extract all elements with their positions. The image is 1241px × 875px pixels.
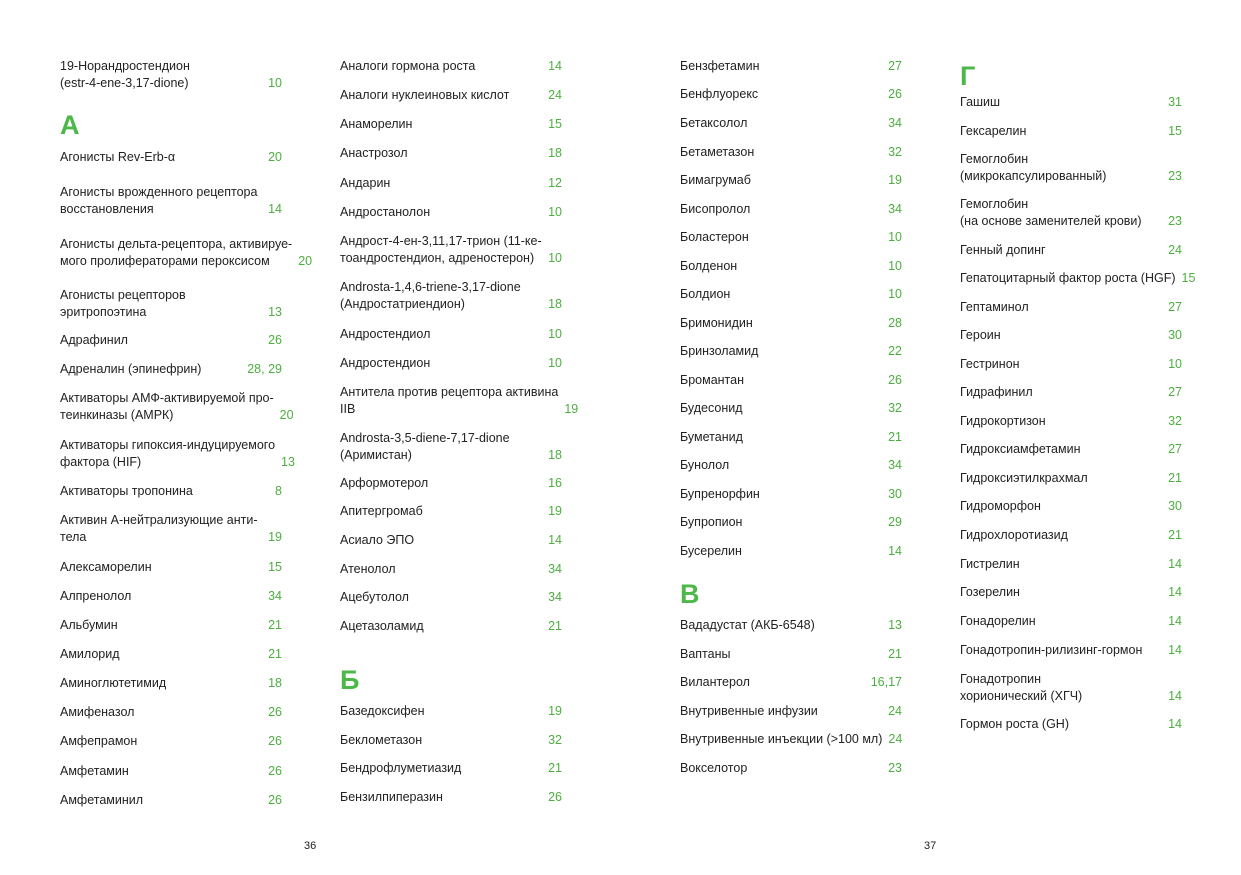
entry-term: Активаторы гипоксия-индуцируемого фактора (HIF) xyxy=(60,438,276,469)
index-entry xyxy=(60,483,282,500)
entry-term: Адрафинил xyxy=(60,333,128,347)
entry-page-ref: 27 xyxy=(1168,442,1182,456)
entry-term: Внутривенные инъекции (>100 мл) xyxy=(680,732,883,746)
entry-term: Бимагрумаб xyxy=(680,173,751,187)
entry-term: Androsta-3,5-diene-7,17-dione (Аримистан) xyxy=(340,431,510,462)
entry-term: Вилантерол xyxy=(680,675,750,689)
entry-page-ref: 13 xyxy=(281,455,295,469)
entry-page-ref: 34 xyxy=(888,116,902,130)
entry-term: Внутривенные инфузии xyxy=(680,704,818,718)
entry-page-ref: 10 xyxy=(888,287,902,301)
entry-term: Гидроксиамфетамин xyxy=(960,442,1081,456)
entry-page-ref: 24 xyxy=(548,88,562,102)
index-entry xyxy=(340,618,562,635)
entry-page-ref: 10 xyxy=(548,251,562,265)
index-entry xyxy=(60,361,282,378)
entry-page-ref: 10 xyxy=(548,356,562,370)
index-entry xyxy=(340,58,562,75)
entry-page-ref: 14 xyxy=(1168,689,1182,703)
index-entry xyxy=(340,175,562,192)
entry-term: Антитела против рецептора активина IIB xyxy=(340,385,559,416)
entry-page-ref: 21 xyxy=(1168,528,1182,542)
entry-term: Бетаксолол xyxy=(680,116,748,130)
section-letter-heading: Б xyxy=(340,665,360,695)
index-entry xyxy=(60,675,282,692)
index-entry xyxy=(680,617,902,634)
index-entry xyxy=(60,792,282,809)
entry-term: Боластерон xyxy=(680,230,749,244)
entry-term: Атенолол xyxy=(340,562,396,576)
entry-term: Бензфетамин xyxy=(680,59,760,73)
index-entry xyxy=(680,372,902,389)
entry-term: Амфепрамон xyxy=(60,734,138,748)
entry-term: Аналоги гормона роста xyxy=(340,59,476,73)
entry-page-ref: 23 xyxy=(1168,169,1182,183)
index-entry xyxy=(340,532,562,549)
entry-page-ref: 14 xyxy=(1168,643,1182,657)
entry-term: Асиало ЭПО xyxy=(340,533,415,547)
entry-term: Беклометазон xyxy=(340,733,423,747)
index-entry xyxy=(340,475,562,492)
index-entry xyxy=(680,457,902,474)
index-entry xyxy=(60,733,282,750)
index-entry xyxy=(960,196,1182,230)
entry-term: Гормон роста (GH) xyxy=(960,717,1069,731)
index-entry xyxy=(60,149,282,166)
entry-term: Андрост-4-ен-3,11,17-трион (11-ке- тоандростендион, адреностерон) xyxy=(340,234,542,265)
index-entry xyxy=(680,144,902,161)
entry-term: Гистрелин xyxy=(960,557,1020,571)
entry-term: Апитергромаб xyxy=(340,504,423,518)
index-entry xyxy=(960,671,1182,705)
entry-term: Аналоги нуклеиновых кислот xyxy=(340,88,510,102)
index-entry xyxy=(680,343,902,360)
entry-page-ref: 18 xyxy=(548,297,562,311)
index-entry xyxy=(680,731,902,748)
entry-page-ref: 26 xyxy=(268,333,282,347)
entry-page-ref: 14 xyxy=(1168,614,1182,628)
entry-page-ref: 14 xyxy=(1168,585,1182,599)
index-entry xyxy=(340,503,562,520)
entry-page-ref: 34 xyxy=(268,589,282,603)
index-entry xyxy=(340,760,562,777)
entry-term: Гидрохлоротиазид xyxy=(960,528,1068,542)
entry-term: Гидрафинил xyxy=(960,385,1033,399)
entry-term: Алексаморелин xyxy=(60,560,152,574)
entry-term: Андростанолон xyxy=(340,205,431,219)
index-entry xyxy=(60,588,282,605)
entry-term: Амфетаминил xyxy=(60,793,144,807)
entry-page-ref: 19 xyxy=(888,173,902,187)
index-entry xyxy=(60,332,282,349)
entry-term: Гонадорелин xyxy=(960,614,1036,628)
entry-page-ref: 20 xyxy=(298,254,313,268)
entry-term: Амфетамин xyxy=(60,764,129,778)
entry-page-ref: 10 xyxy=(888,230,902,244)
index-entry xyxy=(60,287,282,321)
entry-page-ref: 24 xyxy=(1168,243,1182,257)
entry-page-ref: 16 xyxy=(548,476,562,490)
entry-term: Ваптаны xyxy=(680,647,731,661)
index-entry xyxy=(340,789,562,806)
entry-term: Гидроморфон xyxy=(960,499,1041,513)
entry-term: Ацебутолол xyxy=(340,590,409,604)
entry-page-ref: 26 xyxy=(268,734,282,748)
index-entry xyxy=(340,561,562,578)
index-entry xyxy=(680,315,902,332)
entry-page-ref: 10 xyxy=(888,259,902,273)
entry-page-ref: 23 xyxy=(888,761,902,775)
index-entry xyxy=(960,498,1182,515)
entry-page-ref: 20 xyxy=(268,150,282,164)
entry-term: Бетаметазон xyxy=(680,145,755,159)
entry-term: Андростендиол xyxy=(340,327,431,341)
entry-term: Альбумин xyxy=(60,618,118,632)
entry-page-ref: 19 xyxy=(268,530,282,544)
entry-page-ref: 19 xyxy=(564,402,579,416)
entry-page-ref: 13 xyxy=(268,305,282,319)
index-entry xyxy=(340,384,578,418)
section-letter-heading: Г xyxy=(960,61,976,91)
page-number-right: 37 xyxy=(924,840,937,852)
entry-term: Агонисты рецепторов эритропоэтина xyxy=(60,288,186,319)
index-entry xyxy=(340,326,562,343)
index-entry xyxy=(60,646,282,663)
entry-term: Базедоксифен xyxy=(340,704,425,718)
index-entry xyxy=(60,617,282,634)
entry-page-ref: 13 xyxy=(888,618,902,632)
entry-page-ref: 16,17 xyxy=(870,675,902,689)
entry-page-ref: 14 xyxy=(1168,557,1182,571)
index-entry xyxy=(960,613,1182,630)
index-entry xyxy=(680,646,902,663)
index-entry xyxy=(960,94,1182,111)
entry-page-ref: 30 xyxy=(1168,328,1182,342)
entry-term: Болдион xyxy=(680,287,731,301)
entry-page-ref: 32 xyxy=(888,145,902,159)
entry-page-ref: 20 xyxy=(279,408,294,422)
index-entry xyxy=(960,642,1182,659)
index-entry xyxy=(680,172,902,189)
index-entry xyxy=(960,527,1182,544)
entry-page-ref: 34 xyxy=(548,562,562,576)
entry-page-ref: 12 xyxy=(548,176,562,190)
page-number-left: 36 xyxy=(304,840,317,852)
entry-page-ref: 24 xyxy=(888,704,902,718)
index-entry xyxy=(60,559,282,576)
entry-term: Арформотерол xyxy=(340,476,429,490)
index-entry xyxy=(680,201,902,218)
entry-term: Гестринон xyxy=(960,357,1020,371)
index-entry xyxy=(680,543,902,560)
entry-term: Андарин xyxy=(340,176,391,190)
entry-term: Гептаминол xyxy=(960,300,1029,314)
entry-page-ref: 14 xyxy=(548,59,562,73)
entry-term: Вададустат (АКБ-6548) xyxy=(680,618,815,632)
index-entry xyxy=(340,430,562,464)
entry-page-ref: 21 xyxy=(1168,471,1182,485)
index-entry xyxy=(340,116,562,133)
entry-page-ref: 10 xyxy=(548,205,562,219)
entry-term: Бензилпиперазин xyxy=(340,790,443,804)
entry-term: Алпренолол xyxy=(60,589,132,603)
entry-term: Гидроксиэтилкрахмал xyxy=(960,471,1088,485)
entry-page-ref: 10 xyxy=(548,327,562,341)
entry-page-ref: 14 xyxy=(548,533,562,547)
index-entry xyxy=(60,704,282,721)
entry-page-ref: 14 xyxy=(888,544,902,558)
index-entry xyxy=(680,674,902,691)
index-entry xyxy=(680,229,902,246)
entry-term: Активаторы тропонина xyxy=(60,484,193,498)
entry-page-ref: 34 xyxy=(548,590,562,604)
index-entry xyxy=(340,204,562,221)
entry-term: Гепатоцитарный фактор роста (HGF) xyxy=(960,271,1176,285)
entry-term: Androsta-1,4,6-triene-3,17-dione (Андростатриендион) xyxy=(340,280,521,311)
entry-term: Болденон xyxy=(680,259,738,273)
entry-page-ref: 31 xyxy=(1168,95,1182,109)
entry-page-ref: 26 xyxy=(888,87,902,101)
entry-page-ref: 34 xyxy=(888,202,902,216)
entry-term: Гашиш xyxy=(960,95,1001,109)
entry-term: Бисопролол xyxy=(680,202,751,216)
entry-term: Бринзоламид xyxy=(680,344,759,358)
entry-page-ref: 23 xyxy=(1168,214,1182,228)
index-entry xyxy=(680,86,902,103)
index-entry xyxy=(960,123,1182,140)
entry-page-ref: 15 xyxy=(1168,124,1182,138)
entry-page-ref: 15 xyxy=(548,117,562,131)
entry-term: 19-Норандростендион (estr-4-ene-3,17-dione) xyxy=(60,59,190,90)
index-entry xyxy=(960,151,1182,185)
entry-term: Амифеназол xyxy=(60,705,135,719)
entry-term: Гемоглобин (микрокапсулированный) xyxy=(960,152,1107,183)
entry-page-ref: 10 xyxy=(1168,357,1182,371)
entry-term: Агонисты Rev-Erb-α xyxy=(60,150,176,164)
index-entry xyxy=(960,242,1182,259)
index-entry xyxy=(680,258,902,275)
entry-page-ref: 29 xyxy=(888,515,902,529)
index-entry xyxy=(60,236,312,270)
index-entry xyxy=(60,763,282,780)
index-entry xyxy=(680,286,902,303)
entry-term: Гексарелин xyxy=(960,124,1027,138)
index-entry xyxy=(60,58,282,92)
entry-term: Агонисты врожденного рецептора восстановления xyxy=(60,185,258,216)
index-entry xyxy=(960,470,1182,487)
entry-page-ref: 30 xyxy=(888,487,902,501)
index-entry xyxy=(340,233,562,267)
entry-term: Бримонидин xyxy=(680,316,753,330)
entry-term: Гемоглобин (на основе заменителей крови) xyxy=(960,197,1142,228)
entry-term: Бендрофлуметиазид xyxy=(340,761,462,775)
entry-page-ref: 15 xyxy=(1181,271,1196,285)
entry-term: Агонисты дельта-рецептора, активируе- мого пролифераторами пероксисом xyxy=(60,237,293,268)
entry-page-ref: 8 xyxy=(275,484,282,498)
entry-term: Генный допинг xyxy=(960,243,1046,257)
entry-page-ref: 30 xyxy=(1168,499,1182,513)
entry-term: Бромантан xyxy=(680,373,744,387)
entry-term: Бунолол xyxy=(680,458,730,472)
entry-page-ref: 22 xyxy=(888,344,902,358)
entry-page-ref: 32 xyxy=(1168,414,1182,428)
index-entry xyxy=(960,556,1182,573)
index-entry xyxy=(680,429,902,446)
entry-page-ref: 21 xyxy=(268,618,282,632)
entry-page-ref: 14 xyxy=(268,202,282,216)
index-entry xyxy=(960,327,1182,344)
entry-term: Будесонид xyxy=(680,401,743,415)
index-entry xyxy=(340,732,562,749)
entry-page-ref: 21 xyxy=(888,430,902,444)
entry-term: Активин А-нейтрализующие анти- тела xyxy=(60,513,258,544)
index-entry xyxy=(340,145,562,162)
entry-term: Анастрозол xyxy=(340,146,408,160)
index-entry xyxy=(60,390,294,424)
entry-term: Аминоглютетимид xyxy=(60,676,167,690)
index-entry xyxy=(960,384,1182,401)
index-entry xyxy=(340,87,562,104)
index-entry xyxy=(960,299,1182,316)
index-entry xyxy=(960,584,1182,601)
entry-term: Андростендион xyxy=(340,356,431,370)
index-entry xyxy=(680,760,902,777)
index-entry xyxy=(340,279,562,313)
entry-page-ref: 27 xyxy=(1168,300,1182,314)
section-letter-heading: В xyxy=(680,579,700,609)
entry-page-ref: 26 xyxy=(548,790,562,804)
entry-page-ref: 21 xyxy=(888,647,902,661)
entry-page-ref: 18 xyxy=(268,676,282,690)
entry-page-ref: 21 xyxy=(548,761,562,775)
entry-term: Амилорид xyxy=(60,647,120,661)
entry-page-ref: 21 xyxy=(268,647,282,661)
index-entry xyxy=(340,355,562,372)
index-entry xyxy=(680,486,902,503)
entry-page-ref: 27 xyxy=(1168,385,1182,399)
index-entry xyxy=(340,589,562,606)
entry-page-ref: 32 xyxy=(888,401,902,415)
entry-term: Ацетазоламид xyxy=(340,619,424,633)
entry-term: Буметанид xyxy=(680,430,743,444)
entry-term: Бенфлуорекс xyxy=(680,87,759,101)
index-entry xyxy=(960,413,1182,430)
entry-term: Вокселотор xyxy=(680,761,748,775)
entry-term: Гонадотропин хорионический (ХГЧ) xyxy=(960,672,1083,703)
index-entry xyxy=(60,512,282,546)
entry-term: Активаторы АМФ-активируемой про- теинкиназы (АМРК) xyxy=(60,391,274,422)
entry-term: Гозерелин xyxy=(960,585,1020,599)
index-entry xyxy=(960,716,1182,733)
entry-page-ref: 27 xyxy=(888,59,902,73)
entry-page-ref: 10 xyxy=(268,76,282,90)
entry-page-ref: 28 xyxy=(888,316,902,330)
entry-page-ref: 21 xyxy=(548,619,562,633)
index-entry xyxy=(960,356,1182,373)
entry-page-ref: 14 xyxy=(1168,717,1182,731)
index-entry xyxy=(680,400,902,417)
index-entry xyxy=(960,441,1182,458)
entry-page-ref: 26 xyxy=(888,373,902,387)
entry-page-ref: 26 xyxy=(268,793,282,807)
entry-page-ref: 24 xyxy=(888,732,903,746)
index-entry xyxy=(60,437,295,471)
index-entry xyxy=(340,703,562,720)
index-entry xyxy=(960,270,1195,287)
entry-term: Гидрокортизон xyxy=(960,414,1046,428)
entry-term: Адреналин (эпинефрин) xyxy=(60,362,202,376)
index-entry xyxy=(680,58,902,75)
entry-page-ref: 15 xyxy=(268,560,282,574)
index-entry xyxy=(680,115,902,132)
entry-term: Героин xyxy=(960,328,1001,342)
entry-page-ref: 26 xyxy=(268,764,282,778)
entry-term: Бусерелин xyxy=(680,544,742,558)
entry-term: Бупренорфин xyxy=(680,487,760,501)
entry-page-ref: 19 xyxy=(548,704,562,718)
entry-page-ref: 18 xyxy=(548,448,562,462)
index-entry xyxy=(680,514,902,531)
entry-page-ref: 34 xyxy=(888,458,902,472)
entry-page-ref: 18 xyxy=(548,146,562,160)
entry-term: Анаморелин xyxy=(340,117,413,131)
entry-page-ref: 26 xyxy=(268,705,282,719)
entry-page-ref: 28, 29 xyxy=(247,362,282,376)
index-entry xyxy=(680,703,902,720)
entry-page-ref: 19 xyxy=(548,504,562,518)
section-letter-heading: А xyxy=(60,110,80,140)
index-entry xyxy=(60,184,282,218)
entry-term: Гонадотропин-рилизинг-гормон xyxy=(960,643,1143,657)
entry-term: Бупропион xyxy=(680,515,743,529)
entry-page-ref: 32 xyxy=(548,733,562,747)
